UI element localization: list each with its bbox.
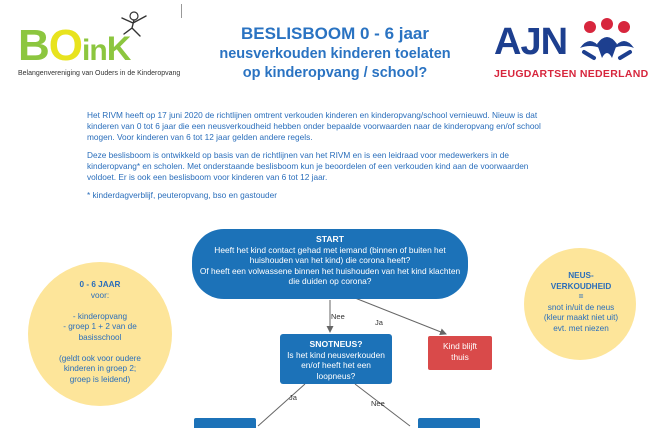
age-line: - kinderopvang bbox=[72, 311, 128, 321]
start-heading: START bbox=[315, 234, 344, 244]
age-line: basisschool bbox=[78, 332, 122, 342]
neus-line: evt. met niezen bbox=[553, 323, 609, 333]
edge-label-ja: Ja bbox=[289, 393, 297, 402]
age-line: kinderen in groep 2; bbox=[63, 364, 137, 373]
age-line bbox=[48, 343, 152, 354]
connector-start-to-red bbox=[355, 298, 446, 334]
text-line: Het RIVM heeft op 17 juni 2020 de richtlijnen omtrent verkouden kinderen en kinderopvang/school vernieuwd. Nieuw is dat bbox=[87, 110, 538, 120]
neus-heading: NEUS- bbox=[568, 271, 594, 280]
text-line: voldoet. Er is ook een beslisboom voor kinderen van 6 tot 12 jaar. bbox=[87, 172, 328, 182]
age-line: (geldt ook voor oudere bbox=[59, 353, 141, 363]
intro-footnote: * kinderdagverblijf, peuteropvang, bso en gastouder bbox=[87, 190, 278, 200]
bottom-right-node-shape bbox=[418, 418, 480, 428]
text-line: kinderen van 0 tot 6 jaar die een neusverkoudheid hebben onder bepaalde voorwaarden naar de kinderopvang en/of school bbox=[87, 121, 541, 131]
ajn-wordmark: AJN bbox=[494, 21, 568, 63]
age-circle bbox=[48, 280, 152, 385]
start-line: Of heeft een volwassene binnen het huishouden van het kind klachten bbox=[199, 265, 461, 276]
subtitle-line: neusverkouden kinderen toelaten bbox=[219, 46, 451, 62]
text-line: kinderopvang* en scholen. Met onderstaande beslisboom kun je beoordelen of een verkouden kind aan de voorwaarden bbox=[87, 161, 529, 171]
neus-line: snot in/uit de neus bbox=[547, 302, 615, 312]
bottom-left-node-shape bbox=[194, 418, 256, 428]
thuis-line: thuis bbox=[451, 351, 469, 362]
start-line: Heeft het kind contact gehad met iemand (binnen of buiten het bbox=[214, 244, 446, 255]
boink-letter: n bbox=[89, 34, 107, 67]
start-node bbox=[192, 234, 468, 287]
edge-label-ja: Ja bbox=[375, 318, 383, 327]
thuis-line: Kind blijft bbox=[443, 341, 477, 351]
subtitle-line: op kinderopvang / school? bbox=[242, 65, 428, 81]
edge-label-nee: Nee bbox=[371, 399, 385, 408]
text-line: Deze beslisboom is ontwikkeld op basis van de richtlijnen van het RIVM en is een leidraad voor medewerkers in de bbox=[87, 150, 509, 160]
boink-letter: K bbox=[106, 30, 131, 68]
snotneus-line: en/of heeft het een bbox=[301, 360, 371, 370]
connector-snot-left bbox=[258, 384, 305, 426]
age-line: groep is leidend) bbox=[69, 374, 131, 384]
ajn-tagline: JEUGDARTSEN NEDERLAND bbox=[494, 68, 649, 80]
start-line: huishouden van het kind) die corona heeft? bbox=[249, 255, 411, 265]
snotneus-line: Is het kind neusverkouden bbox=[287, 349, 385, 360]
snotneus-line: loopneus? bbox=[316, 370, 356, 381]
snotneus-node bbox=[281, 339, 391, 381]
boink-letter: O bbox=[48, 21, 83, 70]
snotneus-heading: SNOTNEUS? bbox=[309, 339, 363, 349]
neus-line: (kleur maakt niet uit) bbox=[543, 313, 619, 322]
neus-heading: VERKOUDHEID bbox=[550, 281, 612, 291]
age-line: voor: bbox=[90, 290, 110, 300]
start-line: die duiden op corona? bbox=[288, 276, 372, 286]
neus-circle bbox=[536, 271, 626, 334]
page-title: BESLISBOOM 0 - 6 jaar bbox=[241, 24, 429, 43]
age-line: - groep 1 + 2 van de bbox=[63, 322, 137, 331]
boink-letter: i bbox=[82, 34, 90, 67]
boink-tagline: Belangenvereniging van Ouders in de Kinderopvang bbox=[18, 70, 181, 77]
thuis-node bbox=[428, 341, 492, 362]
boink-letter: B bbox=[18, 21, 49, 70]
text-line: mogen. Voor kinderen van 6 tot 12 jaar gelden andere regels. bbox=[87, 132, 313, 142]
neus-equals: = bbox=[578, 292, 584, 301]
age-line bbox=[48, 301, 152, 312]
age-heading: 0 - 6 JAAR bbox=[79, 280, 121, 289]
edge-label-nee: Nee bbox=[331, 312, 345, 321]
